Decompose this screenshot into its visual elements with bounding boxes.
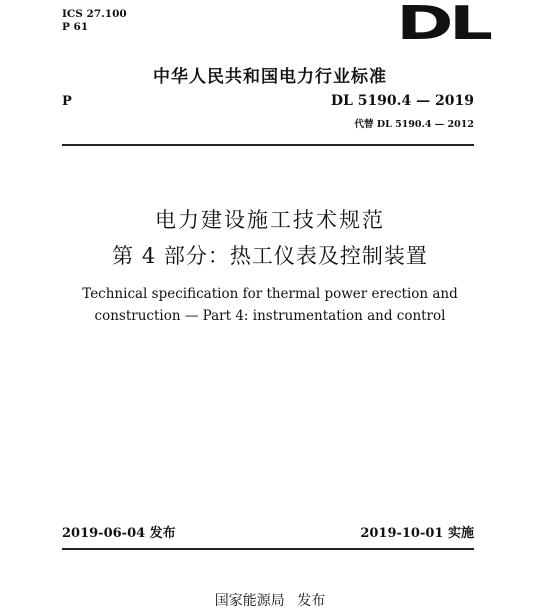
replaces-note: 代替 DL 5190.4 — 2012 <box>354 119 474 130</box>
publish-date: 2019-06-04 发布 <box>62 526 176 541</box>
standard-number: DL 5190.4 — 2019 <box>330 93 474 109</box>
title-cn-line1: 电力建设施工技术规范 <box>155 208 385 232</box>
ics-block <box>62 8 127 34</box>
standard-type: 中华人民共和国电力行业标准 <box>153 67 387 87</box>
top-divider <box>62 144 474 146</box>
dl-logo: DL <box>395 0 488 50</box>
title-en-line1: Technical specification for thermal power erection and <box>82 286 458 302</box>
issuer: 国家能源局 发布 <box>214 593 326 609</box>
class-code: P 61 <box>62 21 89 33</box>
bottom-divider <box>62 548 474 550</box>
title-en-line2: construction — Part 4: instrumentation and control <box>94 308 446 324</box>
implement-date: 2019-10-01 实施 <box>360 526 474 541</box>
ics-code: ICS 27.100 <box>62 8 127 20</box>
class-letter: P <box>62 94 72 109</box>
title-cn-line2: 第 4 部分：热工仪表及控制装置 <box>112 244 428 268</box>
